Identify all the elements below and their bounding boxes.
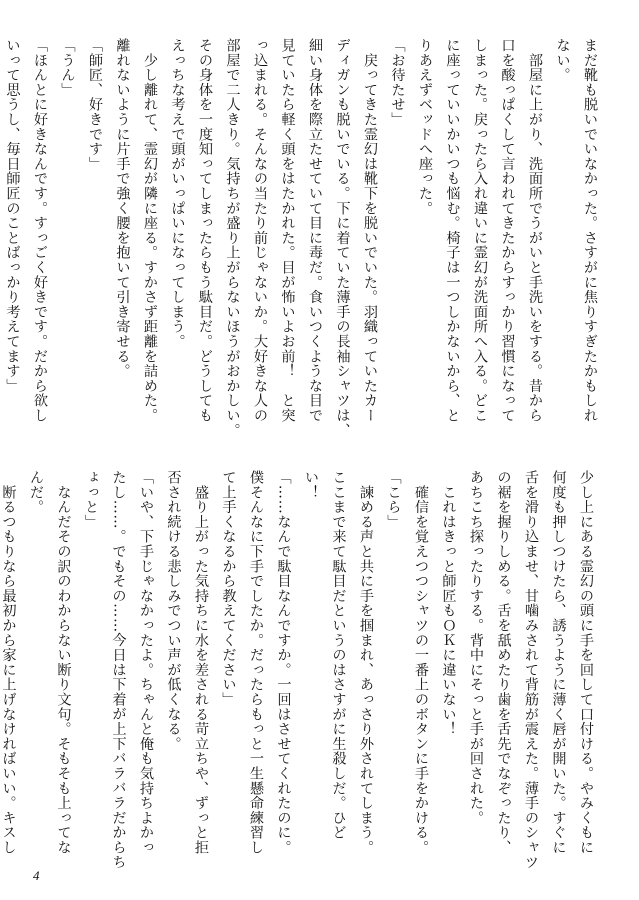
text-column: の裾を握りしめる。舌を舐めたり歯を舌先でなぞったり、 bbox=[495, 470, 512, 855]
text-column: 僕そんなに下手でしたか。だったらもっと一生懸命練習し bbox=[248, 470, 264, 855]
bottom-text-block bbox=[0, 470, 599, 870]
text-column: 少し上にある霊幻の頭に手を回して口付ける。やみくもに bbox=[578, 470, 594, 855]
text-column: たし……。でもその……今日は下着が上下バラバラだからち bbox=[110, 470, 127, 870]
text-column: んだ。 bbox=[28, 470, 44, 515]
text-column: まだ靴も脱いでいなかった。さすがに焦りすぎたかもしれ bbox=[582, 38, 598, 423]
text-column: 口を酸っぱくして言われてきたからすっかり習慣になって bbox=[499, 38, 516, 423]
text-column: 部屋に上がり、洗面所でうがいと手洗いをする。昔から bbox=[527, 38, 543, 423]
text-column: 「師匠、好きです」 bbox=[87, 38, 103, 172]
text-column: 盛り上がった気持ちに水を差される苛立ちや、ずっと拒 bbox=[193, 470, 209, 855]
text-column: いって思うし、毎日師匠のことばっかり考えてます」 bbox=[4, 38, 21, 394]
text-column: 「ほんとに好きなんです。すっごく好きです。だから欲し bbox=[32, 38, 48, 423]
text-column: て上手くなるから教えてください」 bbox=[220, 470, 237, 707]
text-column: りあえずベッドへ座った。 bbox=[417, 38, 433, 216]
text-column: えっちな考えで頭がいっぱいになってしまう。 bbox=[169, 38, 186, 349]
text-column: ここまで来て駄目だというのはさすがに生殺しだ。ひど bbox=[330, 470, 347, 840]
text-column: っ込まれる。そんなの当たり前じゃないか。大好きな人の bbox=[252, 38, 268, 423]
text-column: なんだその訳のわからない断り文句。そもそも上ってな bbox=[55, 470, 72, 855]
text-column: に座っていいかいつも悩む。椅子は一つしかないから、と bbox=[444, 38, 461, 423]
text-column: 「……なんで駄目なんですか。一回はさせてくれたのに。 bbox=[275, 470, 292, 855]
text-column: 舌を滑り込ませ、甘噛みされて背筋が震えた。薄手のシャツ bbox=[523, 470, 539, 870]
text-column: 部屋で二人きり。気持ちが盛り上がらないほうがおかしい。 bbox=[224, 38, 241, 438]
text-column: 「うん」 bbox=[59, 38, 76, 98]
text-column: 「お待たせ」 bbox=[389, 38, 406, 127]
text-column: い！ bbox=[303, 470, 319, 500]
text-column: あちこち探ったりする。背中にそっと手が回された。 bbox=[468, 470, 484, 826]
text-column: 戻ってきた霊幻は靴下を脱いでいた。羽織っていたカー bbox=[362, 38, 378, 423]
text-column: しまった。戻ったら入れ違いに霊幻が洗面所へ入る。どこ bbox=[472, 38, 488, 423]
text-column: ない。 bbox=[554, 38, 571, 83]
text-column: 少し離れて、霊幻が隣に座る。すかさず距離を詰めた。 bbox=[142, 38, 158, 423]
text-column: 否され続ける悲しみでつい声が低くなる。 bbox=[165, 470, 182, 752]
text-column: 「いや、下手じゃなかったよ。ちゃんと俺も気持ちよかっ bbox=[138, 470, 154, 855]
text-column: ょっと」 bbox=[83, 470, 99, 530]
text-column: これはきっと師匠もＯＫに違いない！ bbox=[440, 470, 457, 737]
text-column: 離れないように片手で強く腰を抱いて引き寄せる。 bbox=[114, 38, 131, 379]
text-column: その身体を一度知ってしまったらもう駄目だ。どうしても bbox=[197, 38, 213, 423]
page-number: 4 bbox=[33, 868, 40, 883]
text-column: 諫める声と共に手を掴まれ、あっさり外されてしまう。 bbox=[358, 470, 374, 855]
text-column: 「こら」 bbox=[385, 470, 402, 530]
text-column: 見ていたら軽く頭をはたかれた。目が怖いよお前！ と突 bbox=[279, 38, 296, 423]
text-column: 確信を覚えつつシャツの一番上のボタンに手をかける。 bbox=[413, 470, 429, 855]
text-column: 断るつもりなら最初から家に上げなければいい。キスし bbox=[0, 470, 17, 855]
text-column: 細い身体を際立たせていて目に毒だ。食いつくような目で bbox=[307, 38, 323, 423]
text-column: 何度も押しつけたら、誘うように薄く唇が開いた。すぐに bbox=[550, 470, 567, 855]
text-column: ディガンも脱いでいる。下に着ていた薄手の長袖シャツは、 bbox=[334, 38, 351, 438]
top-text-block bbox=[4, 38, 603, 438]
